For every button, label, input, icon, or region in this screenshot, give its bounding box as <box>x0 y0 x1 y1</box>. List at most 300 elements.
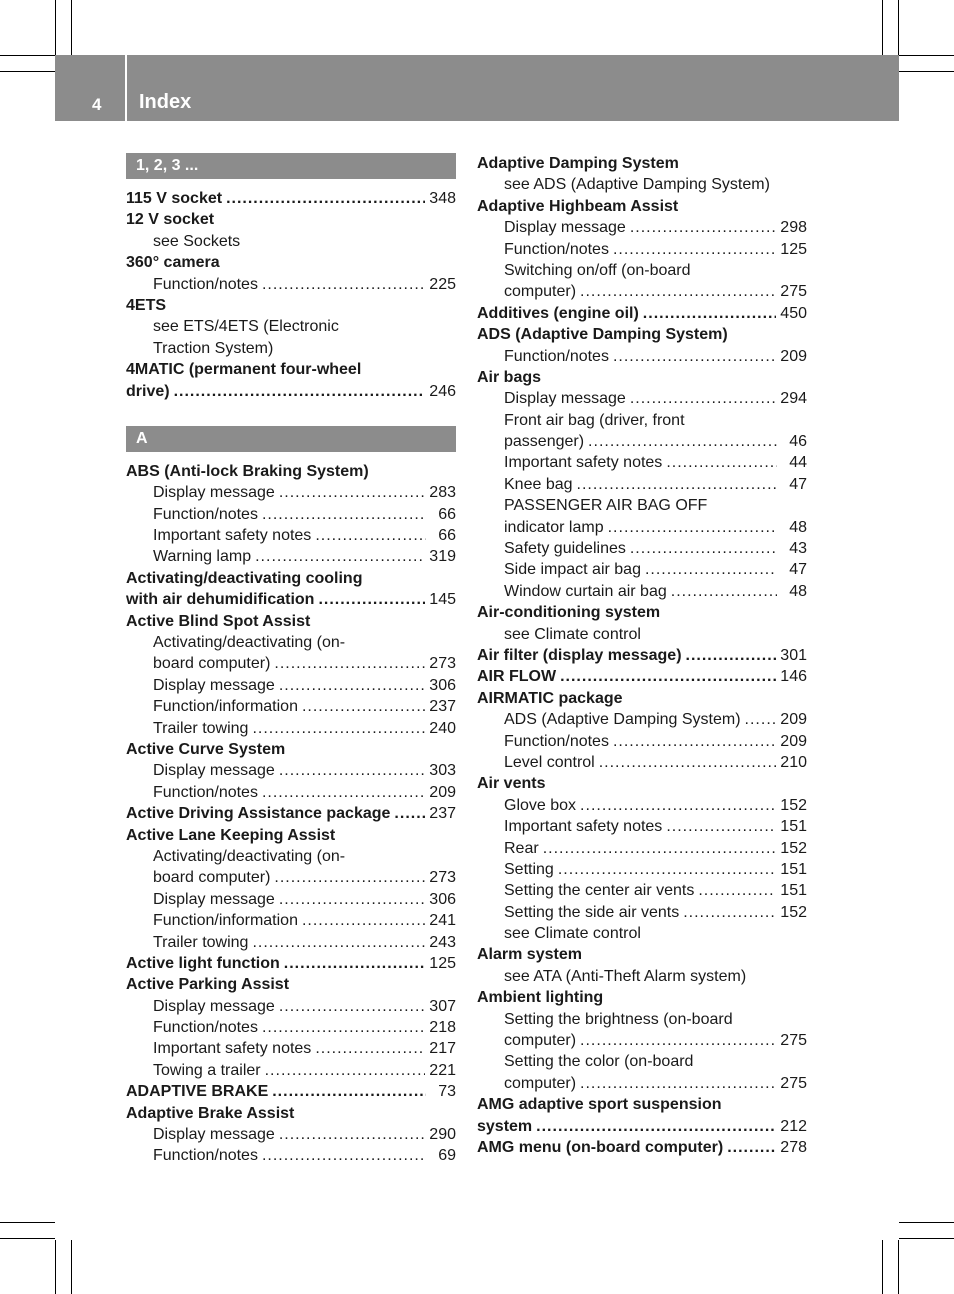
index-subentry <box>477 217 807 238</box>
dot-leader <box>284 953 426 974</box>
entry-label: Setting the color (on-board <box>504 1053 694 1071</box>
entry-label: AMG adaptive sport suspension <box>477 1096 722 1114</box>
index-column-left <box>126 153 456 1167</box>
index-subentry <box>126 504 456 525</box>
entry-label: Alarm system <box>477 946 582 964</box>
dot-leader <box>671 581 777 602</box>
dot-leader <box>560 666 776 687</box>
index-subentry <box>477 538 807 559</box>
entry-label: Rear <box>504 839 539 857</box>
entry-label: Active Driving Assistance package <box>126 805 391 823</box>
entry-label: see Climate control <box>504 925 641 943</box>
index-entry <box>477 987 807 1008</box>
dot-leader <box>588 431 777 452</box>
entry-label: Function/notes <box>153 1019 258 1037</box>
entry-label: passenger) <box>504 433 585 451</box>
page-reference[interactable]: 209 <box>780 732 807 750</box>
index-subentry <box>126 718 456 739</box>
entry-label: Important safety notes <box>153 527 312 545</box>
entry-label: 4MATIC (permanent four-wheel <box>126 361 362 379</box>
crop-mark <box>55 0 56 55</box>
entry-label: Activating/deactivating (on- <box>153 634 346 652</box>
index-subentry <box>477 388 807 409</box>
index-subentry <box>477 474 807 495</box>
dot-leader <box>683 902 776 923</box>
entry-label: Function/notes <box>504 732 609 750</box>
entry-label: Activating/deactivating cooling <box>126 569 363 587</box>
dot-leader <box>279 996 425 1017</box>
index-subentry <box>126 632 456 653</box>
page-reference[interactable]: 298 <box>780 219 807 237</box>
index-subentry <box>126 1017 456 1038</box>
index-subentry <box>477 709 807 730</box>
index-subentry <box>126 653 456 674</box>
entry-label: Active Curve System <box>126 740 286 758</box>
page-reference[interactable]: 246 <box>429 382 456 400</box>
entry-label: Window curtain air bag <box>504 582 667 600</box>
entry-label: Display message <box>153 762 275 780</box>
dot-leader <box>580 281 776 302</box>
index-entry <box>477 688 807 709</box>
entry-label: Air bags <box>477 368 542 386</box>
crop-mark <box>899 55 954 56</box>
dot-leader <box>613 346 776 367</box>
crop-mark <box>55 1240 56 1294</box>
page-reference[interactable]: 145 <box>429 591 456 609</box>
entry-label: ADS (Adaptive Damping System) <box>477 326 728 344</box>
index-subentry <box>477 1009 807 1030</box>
index-entry <box>477 1094 807 1115</box>
page-reference[interactable]: 348 <box>429 190 456 207</box>
page-reference[interactable]: 210 <box>780 753 807 771</box>
index-subentry <box>477 559 807 580</box>
page-reference[interactable]: 217 <box>429 1040 456 1058</box>
index-subentry <box>126 996 456 1017</box>
entry-label: Display message <box>153 997 275 1015</box>
entry-label: see ETS/4ETS (Electronic <box>153 318 339 336</box>
entry-label: 4ETS <box>126 296 167 314</box>
dot-leader <box>274 653 425 674</box>
index-subentry <box>126 338 456 359</box>
page-reference[interactable]: 303 <box>429 762 456 780</box>
index-subentry <box>477 174 807 195</box>
dot-leader <box>226 188 425 209</box>
page-reference[interactable]: 44 <box>789 454 807 472</box>
index-subentry <box>477 966 807 987</box>
index-entry <box>126 953 456 974</box>
index-entry <box>126 461 456 482</box>
page-reference[interactable]: 225 <box>429 275 456 293</box>
crop-mark <box>0 1222 55 1223</box>
page-reference[interactable]: 152 <box>780 903 807 921</box>
page-reference[interactable]: 221 <box>429 1061 456 1079</box>
entry-label: Display message <box>153 890 275 908</box>
entry-label: Display message <box>153 484 275 502</box>
entry-label: Important safety notes <box>153 1040 312 1058</box>
index-entry <box>126 1081 456 1102</box>
dot-leader <box>174 381 426 402</box>
section-heading: A <box>126 426 456 452</box>
index-subentry <box>126 675 456 696</box>
dot-leader <box>536 1116 776 1137</box>
page-reference[interactable]: 243 <box>429 933 456 951</box>
entry-label: Active light function <box>126 954 280 972</box>
dot-leader <box>643 303 777 324</box>
dot-leader <box>315 525 426 546</box>
entry-label: Important safety notes <box>504 818 663 836</box>
dot-leader <box>262 782 425 803</box>
index-subentry <box>477 1051 807 1072</box>
entry-label: Trailer towing <box>153 933 249 951</box>
index-entry <box>126 739 456 760</box>
page-reference[interactable]: 212 <box>780 1117 807 1135</box>
entry-label: Side impact air bag <box>504 561 641 579</box>
crop-mark <box>71 0 72 55</box>
index-subentry <box>126 1038 456 1059</box>
dot-leader <box>279 889 425 910</box>
page-reference[interactable]: 146 <box>780 668 807 686</box>
header-divider <box>125 55 127 121</box>
entry-label: Air-conditioning system <box>477 604 661 622</box>
entry-label: Ambient lighting <box>477 989 604 1007</box>
entry-label: Knee bag <box>504 475 573 493</box>
page-reference[interactable]: 209 <box>780 711 807 729</box>
index-subentry <box>126 1124 456 1145</box>
dot-leader <box>255 546 425 567</box>
dot-leader <box>580 1030 776 1051</box>
entry-label: PASSENGER AIR BAG OFF <box>504 497 708 515</box>
index-entry <box>126 589 456 610</box>
entry-label: indicator lamp <box>504 518 604 536</box>
entry-label: Switching on/off (on-board <box>504 261 691 279</box>
index-subentry <box>126 760 456 781</box>
crop-mark <box>0 71 55 72</box>
entry-label: Display message <box>504 219 626 237</box>
dot-leader <box>613 239 776 260</box>
page-reference[interactable]: 43 <box>789 540 807 558</box>
index-subentry <box>477 495 807 516</box>
page-reference[interactable]: 237 <box>429 805 456 823</box>
page-reference[interactable]: 301 <box>780 646 807 664</box>
dot-leader <box>608 517 777 538</box>
entry-label: see Sockets <box>153 232 241 250</box>
index-subentry <box>477 624 807 645</box>
entry-label: Important safety notes <box>504 454 663 472</box>
page-reference[interactable]: 125 <box>780 240 807 258</box>
index-subentry <box>477 902 807 923</box>
page-reference[interactable]: 48 <box>789 518 807 536</box>
dot-leader <box>265 1060 426 1081</box>
entry-label: Display message <box>153 676 275 694</box>
entry-label: Setting the center air vents <box>504 882 695 900</box>
entry-label: Adaptive Damping System <box>477 155 679 172</box>
dot-leader <box>599 752 777 773</box>
index-subentry <box>126 231 456 252</box>
entry-label: Adaptive Brake Assist <box>126 1104 295 1122</box>
index-entry <box>126 568 456 589</box>
page-reference[interactable]: 241 <box>429 912 456 930</box>
entry-label: board computer) <box>153 655 271 673</box>
entry-label: AIR FLOW <box>477 668 557 686</box>
dot-leader <box>558 859 776 880</box>
index-subentry <box>126 696 456 717</box>
page-reference[interactable]: 73 <box>438 1083 456 1101</box>
index-subentry <box>477 1073 807 1094</box>
page-reference[interactable]: 125 <box>429 954 456 972</box>
page-reference[interactable]: 450 <box>780 304 807 322</box>
page-reference[interactable]: 48 <box>789 582 807 600</box>
entry-label: Setting the brightness (on-board <box>504 1010 733 1028</box>
index-entry <box>477 944 807 965</box>
page-header <box>55 55 899 121</box>
entry-label: 360° camera <box>126 254 220 272</box>
dot-leader <box>580 795 776 816</box>
index-subentry <box>477 517 807 538</box>
index-entry <box>477 666 807 687</box>
index-entry <box>477 602 807 623</box>
entry-label: Warning lamp <box>153 548 252 566</box>
index-entry <box>126 825 456 846</box>
entry-label: Display message <box>504 390 626 408</box>
entry-label: Function/notes <box>504 240 609 258</box>
dot-leader <box>252 718 425 739</box>
crop-mark <box>899 1222 954 1223</box>
index-subentry <box>477 239 807 260</box>
index-subentry <box>477 452 807 473</box>
index-entry <box>477 196 807 217</box>
page-reference[interactable]: 47 <box>789 475 807 493</box>
page-reference[interactable]: 307 <box>429 997 456 1015</box>
dot-leader <box>279 675 425 696</box>
page-reference[interactable]: 218 <box>429 1019 456 1037</box>
dot-leader <box>666 452 777 473</box>
index-entry <box>477 1137 807 1158</box>
page-reference[interactable]: 237 <box>429 698 456 716</box>
page-reference[interactable]: 209 <box>780 347 807 365</box>
entry-label: Activating/deactivating (on- <box>153 847 346 865</box>
index-column-right <box>477 153 807 1158</box>
index-subentry <box>126 932 456 953</box>
section-gap <box>126 402 456 426</box>
page-reference[interactable]: 290 <box>429 1126 456 1144</box>
entry-label: see Climate control <box>504 625 641 643</box>
index-subentry <box>477 880 807 901</box>
entry-label: computer) <box>504 283 577 301</box>
page-reference[interactable]: 294 <box>780 390 807 408</box>
entry-label: see ADS (Adaptive Damping System) <box>504 176 770 194</box>
dot-leader <box>577 474 777 495</box>
entry-label: board computer) <box>153 869 271 887</box>
index-subentry <box>477 346 807 367</box>
entry-label: Setting <box>504 860 554 878</box>
index-entry <box>477 645 807 666</box>
index-entry <box>126 188 456 209</box>
dot-leader <box>279 1124 425 1145</box>
page-reference[interactable]: 46 <box>789 433 807 451</box>
index-subentry <box>477 431 807 452</box>
dot-leader <box>262 504 426 525</box>
index-subentry <box>126 910 456 931</box>
page-reference[interactable]: 151 <box>780 818 807 836</box>
dot-leader <box>630 388 776 409</box>
entry-label: Function/notes <box>153 783 258 801</box>
index-subentry <box>477 410 807 431</box>
page-reference[interactable]: 273 <box>429 655 456 673</box>
index-subentry <box>477 260 807 281</box>
index-subentry <box>477 816 807 837</box>
dot-leader <box>630 538 777 559</box>
entry-label: ABS (Anti-lock Braking System) <box>126 462 369 480</box>
page-reference[interactable]: 273 <box>429 869 456 887</box>
index-subentry <box>477 731 807 752</box>
entry-label: computer) <box>504 1032 577 1050</box>
entry-label: AIRMATIC package <box>477 689 623 707</box>
crop-mark <box>898 1240 899 1294</box>
page-reference[interactable]: 152 <box>780 839 807 857</box>
dot-leader <box>315 1038 425 1059</box>
entry-label: ADS (Adaptive Damping System) <box>504 711 741 729</box>
index-subentry <box>477 838 807 859</box>
index-subentry <box>126 846 456 867</box>
entry-label: Active Lane Keeping Assist <box>126 826 336 844</box>
index-entry <box>126 611 456 632</box>
page-number: 4 <box>92 95 102 114</box>
index-subentry <box>126 867 456 888</box>
index-subentry <box>126 1060 456 1081</box>
dot-leader <box>302 910 425 931</box>
index-subentry <box>126 274 456 295</box>
dot-leader <box>302 696 425 717</box>
entry-label: Glove box <box>504 796 577 814</box>
entry-label: computer) <box>504 1074 577 1092</box>
page-reference[interactable]: 240 <box>429 719 456 737</box>
index-subentry <box>477 923 807 944</box>
dot-leader <box>645 559 777 580</box>
index-entry <box>477 153 807 174</box>
crop-mark <box>899 71 954 72</box>
entry-label: AMG menu (on-board computer) <box>477 1138 724 1156</box>
index-entry <box>477 773 807 794</box>
page-reference[interactable]: 283 <box>429 484 456 502</box>
index-subentry <box>126 525 456 546</box>
crop-mark <box>71 1240 72 1294</box>
index-subentry <box>477 581 807 602</box>
index-subentry <box>126 316 456 337</box>
page-reference[interactable]: 151 <box>780 882 807 900</box>
entry-label: Active Parking Assist <box>126 976 290 994</box>
index-subentry <box>126 782 456 803</box>
index-entry <box>126 252 456 273</box>
dot-leader <box>262 1145 426 1166</box>
entry-label: Front air bag (driver, front <box>504 411 685 429</box>
entry-label: Function/notes <box>153 505 258 523</box>
index-entry <box>126 1103 456 1124</box>
page-reference[interactable]: 275 <box>780 1032 807 1050</box>
entry-label: see ATA (Anti-Theft Alarm system) <box>504 967 747 985</box>
index-subentry <box>477 795 807 816</box>
dot-leader <box>666 816 776 837</box>
index-subentry <box>477 859 807 880</box>
entry-label: Towing a trailer <box>153 1061 261 1079</box>
entry-label: Active Blind Spot Assist <box>126 612 311 630</box>
entry-label: Level control <box>504 753 595 771</box>
page-reference[interactable]: 66 <box>438 527 456 545</box>
crop-mark <box>899 1238 954 1239</box>
entry-label: drive) <box>126 382 170 400</box>
dot-leader <box>630 217 776 238</box>
page-reference[interactable]: 66 <box>438 505 456 523</box>
crop-mark <box>898 0 899 55</box>
dot-leader <box>394 803 425 824</box>
dot-leader <box>613 731 776 752</box>
page-reference[interactable]: 319 <box>429 548 456 566</box>
index-entry <box>477 303 807 324</box>
page-title: Index <box>139 91 192 113</box>
entry-label: system <box>477 1117 533 1135</box>
index-subentry <box>477 1030 807 1051</box>
entry-label: Function/information <box>153 912 298 930</box>
dot-leader <box>272 1081 426 1102</box>
entry-label: Traction System) <box>153 339 274 357</box>
index-subentry <box>126 482 456 503</box>
dot-leader <box>279 482 425 503</box>
entry-label: Function/notes <box>153 1147 258 1165</box>
dot-leader <box>543 838 777 859</box>
index-entry <box>126 209 456 230</box>
dot-leader <box>698 880 776 901</box>
page-reference[interactable]: 69 <box>438 1147 456 1165</box>
dot-leader <box>262 274 425 295</box>
crop-mark <box>882 0 883 55</box>
page-reference[interactable]: 306 <box>429 676 456 694</box>
entry-label: Air vents <box>477 775 546 793</box>
page-reference[interactable]: 151 <box>780 860 807 878</box>
dot-leader <box>262 1017 425 1038</box>
entry-label: Function/information <box>153 698 298 716</box>
page-reference[interactable]: 152 <box>780 796 807 814</box>
dot-leader <box>727 1137 776 1158</box>
entry-label: Safety guidelines <box>504 540 626 558</box>
index-subentry <box>126 1145 456 1166</box>
index-entry <box>126 359 456 380</box>
index-entry <box>126 381 456 402</box>
dot-leader <box>686 645 777 666</box>
entry-label: ADAPTIVE BRAKE <box>126 1083 269 1101</box>
index-subentry <box>126 546 456 567</box>
entry-label: Function/notes <box>153 275 258 293</box>
entry-label: Display message <box>153 1126 275 1144</box>
entry-label: Air filter (display message) <box>477 646 682 664</box>
entry-label: Function/notes <box>504 347 609 365</box>
index-entry <box>477 324 807 345</box>
crop-mark <box>0 55 55 56</box>
entry-label: Adaptive Highbeam Assist <box>477 197 679 215</box>
dot-leader <box>279 760 425 781</box>
page-reference[interactable]: 275 <box>780 283 807 301</box>
page-reference[interactable]: 275 <box>780 1074 807 1092</box>
crop-mark <box>882 1240 883 1294</box>
dot-leader <box>318 589 425 610</box>
dot-leader <box>580 1073 776 1094</box>
index-entry <box>477 1116 807 1137</box>
index-entry <box>126 803 456 824</box>
page-reference[interactable]: 47 <box>789 561 807 579</box>
entry-label: Additives (engine oil) <box>477 304 639 322</box>
page-reference[interactable]: 278 <box>780 1138 807 1156</box>
page-reference[interactable]: 209 <box>429 783 456 801</box>
entry-label: 115 V socket <box>126 190 223 207</box>
page-reference[interactable]: 306 <box>429 890 456 908</box>
